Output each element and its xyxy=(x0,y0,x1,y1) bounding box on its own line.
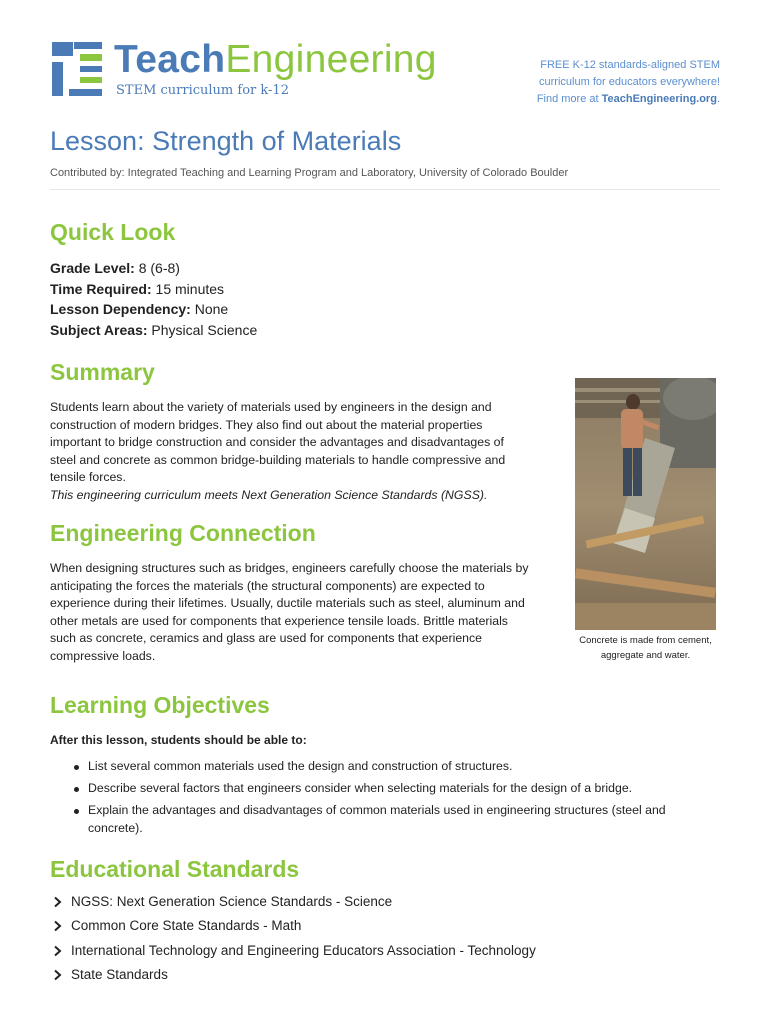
chevron-right-icon xyxy=(52,969,64,981)
brand-name-part2: Engineering xyxy=(225,38,437,81)
time-required-row xyxy=(50,279,257,300)
chevron-right-icon xyxy=(52,920,64,932)
educational-standards-heading: Educational Standards xyxy=(50,856,300,882)
site-header xyxy=(50,38,720,108)
standard-item-ngss[interactable] xyxy=(50,892,536,916)
brand-tagline: STEM curriculum for k-12 xyxy=(116,83,289,98)
promo-line-2: curriculum for educators everywhere! xyxy=(539,76,720,88)
teachengineering-link[interactable]: TeachEngineering.org xyxy=(601,93,717,105)
objectives-list xyxy=(50,758,720,842)
standard-label: International Technology and Engineering Educators Association - Technology xyxy=(71,942,536,958)
connection-line: anticipating the forces the materials (the structural components) are expected to xyxy=(50,578,485,593)
standard-label: NGSS: Next Generation Science Standards - Science xyxy=(71,894,393,909)
objective-text: Describe several factors that engineers consider when selecting materials for the design of a bridge. xyxy=(88,780,633,795)
learning-objectives-heading: Learning Objectives xyxy=(50,692,270,718)
standard-label: State Standards xyxy=(71,966,168,982)
grade-level-value: 8 (6-8) xyxy=(134,260,180,276)
concrete-photo-image xyxy=(575,378,716,630)
subject-areas-row xyxy=(50,320,257,341)
grade-level-label: Grade Level: xyxy=(50,260,135,276)
page-title xyxy=(50,126,401,157)
contributor-line: Contributed by: Integrated Teaching and Learning Program and Laboratory, University of Colorado Boulder xyxy=(50,167,569,179)
photo-caption xyxy=(570,633,721,663)
objective-text: List several common materials used the design and construction of structures. xyxy=(88,759,513,773)
promo-line-3-prefix: Find more at xyxy=(536,93,602,105)
objective-text: Explain the advantages and disadvantages of common materials used in engineering structures (steel and concrete). xyxy=(88,802,666,835)
connection-line: other metals are used for components that experience tensile loads. Brittle materials xyxy=(50,613,508,628)
bullet-icon xyxy=(74,787,79,792)
ngss-note xyxy=(50,487,550,505)
standard-item-iteea[interactable] xyxy=(50,941,536,965)
time-required-value: 15 minutes xyxy=(151,280,225,297)
chevron-right-icon xyxy=(52,945,64,957)
promo-line-1: FREE K-12 standards-aligned STEM xyxy=(540,59,720,71)
caption-line-1: Concrete is made from cement, xyxy=(579,635,712,646)
connection-line: When designing structures such as bridges, engineers carefully choose the materials by xyxy=(50,561,529,575)
lesson-dependency-row xyxy=(50,299,257,320)
lesson-title: Strength of Materials xyxy=(152,126,402,156)
summary-line: tensile forces. xyxy=(50,470,126,485)
bullet-icon xyxy=(74,765,79,770)
list-item xyxy=(50,758,720,776)
lesson-prefix: Lesson: xyxy=(50,126,153,156)
objectives-intro: After this lesson, students should be able to: xyxy=(50,733,307,747)
list-item xyxy=(50,780,720,798)
lesson-dependency-value: None xyxy=(190,301,229,317)
list-item xyxy=(50,802,720,837)
te-logo-icon[interactable] xyxy=(52,42,102,96)
standards-list xyxy=(50,892,536,989)
brand-name[interactable] xyxy=(114,38,437,82)
subject-areas-label: Subject Areas: xyxy=(50,321,148,338)
promo-line-3-suffix: . xyxy=(716,93,720,105)
summary-line: Students learn about the variety of materials used by engineers in the design and xyxy=(50,400,492,414)
connection-line: experience during their lifetimes. Usually, ductile materials such as steel, aluminum and xyxy=(50,596,525,611)
engineering-connection-text xyxy=(50,560,550,666)
chevron-right-icon xyxy=(52,896,64,908)
ngss-note-text: This engineering curriculum meets Next Generation Science Standards (NGSS). xyxy=(50,487,488,502)
quick-look-details xyxy=(50,258,257,340)
summary-line: important to bridge construction and consider the advantages and disadvantages of xyxy=(50,435,504,450)
quick-look-heading: Quick Look xyxy=(50,219,176,245)
promo-text xyxy=(480,57,720,108)
concrete-photo xyxy=(575,378,716,630)
engineering-connection-heading: Engineering Connection xyxy=(50,520,316,546)
summary-heading: Summary xyxy=(50,359,155,385)
divider xyxy=(50,189,720,190)
summary-text xyxy=(50,399,550,505)
grade-level-row xyxy=(50,258,257,279)
time-required-label: Time Required: xyxy=(50,280,152,297)
connection-line: such as concrete, ceramics and glass are used for components that experience xyxy=(50,631,482,646)
standard-item-state[interactable] xyxy=(50,965,536,989)
summary-line: steel and concrete as common bridge-building materials to handle compressive and xyxy=(50,452,506,467)
subject-areas-value: Physical Science xyxy=(147,321,258,338)
lesson-dependency-label: Lesson Dependency: xyxy=(50,301,191,317)
caption-line-2: aggregate and water. xyxy=(600,650,691,661)
connection-line: compressive loads. xyxy=(50,648,156,663)
standard-label: Common Core State Standards - Math xyxy=(71,918,302,934)
promo-line-3 xyxy=(480,91,720,108)
brand-name-part1: Teach xyxy=(114,38,226,81)
bullet-icon xyxy=(74,809,79,814)
summary-line: construction of modern bridges. They also find out about the material properties xyxy=(50,417,483,432)
standard-item-common-core[interactable] xyxy=(50,916,536,940)
